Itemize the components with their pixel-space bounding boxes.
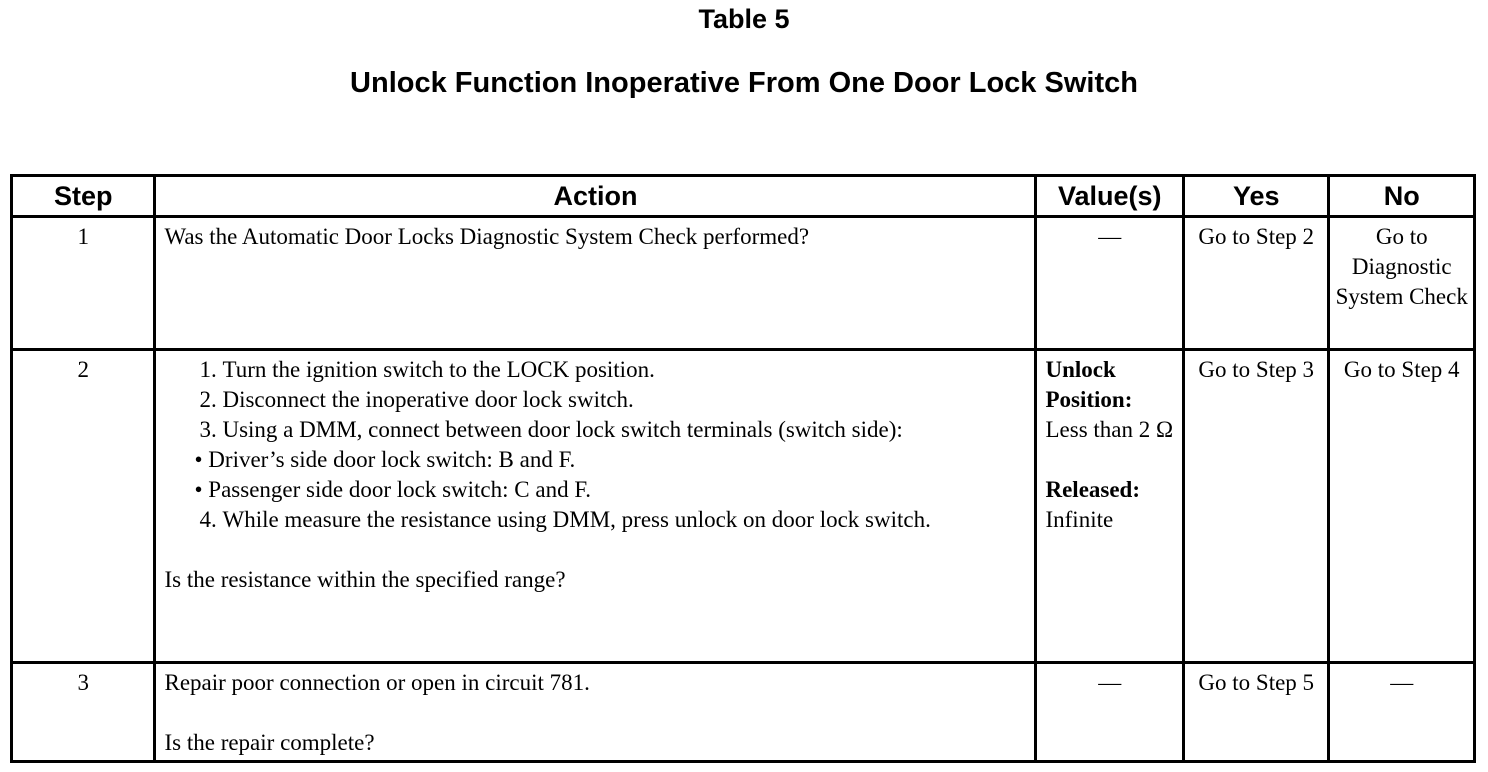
table-row [12, 663, 1475, 762]
value-unlock-value: Less than 2 Ω [1045, 417, 1174, 442]
step-number: 1 [12, 217, 155, 350]
value-cell: — [1036, 663, 1184, 762]
header-action: Action [155, 176, 1036, 217]
value-unlock-label: Unlock Position: [1045, 357, 1133, 412]
action-bullet-list [194, 445, 1026, 505]
action-question: Is the repair complete? [164, 730, 375, 755]
value-released-value: Infinite [1045, 507, 1114, 532]
yes-cell: Go to Step 3 [1183, 350, 1328, 663]
action-bullet: • Driver’s side door lock switch: B and F. [194, 445, 1026, 475]
yes-cell: Go to Step 2 [1183, 217, 1328, 350]
action-step-list [164, 355, 1026, 535]
header-values: Value(s) [1036, 176, 1184, 217]
table-row [12, 217, 1475, 350]
value-cell: — [1036, 217, 1184, 350]
action-bullet: • Passenger side door lock switch: C and F. [194, 475, 1026, 505]
header-no: No [1329, 176, 1475, 217]
no-cell: Go to Step 4 [1329, 350, 1475, 663]
action-cell [155, 350, 1036, 663]
no-cell: — [1329, 663, 1475, 762]
action-text: Repair poor connection or open in circuit 781. [164, 670, 590, 695]
action-step: 2. Disconnect the inoperative door lock switch. [222, 385, 1026, 415]
header-yes: Yes [1183, 176, 1328, 217]
page-title: Unlock Function Inoperative From One Door Lock Switch [350, 67, 1138, 99]
yes-cell: Go to Step 5 [1183, 663, 1328, 762]
table-header-row [12, 176, 1475, 217]
header-step: Step [12, 176, 155, 217]
value-released-label: Released: [1045, 477, 1141, 502]
action-text: Was the Automatic Door Locks Diagnostic System Check performed? [164, 224, 810, 249]
table-row [12, 350, 1475, 663]
action-step: 1. Turn the ignition switch to the LOCK position. [222, 355, 1026, 385]
step-number: 3 [12, 663, 155, 762]
table-label: Table 5 [698, 4, 790, 34]
value-cell [1036, 350, 1184, 663]
action-cell [155, 663, 1036, 762]
action-step: 4. While measure the resistance using DMM, press unlock on door lock switch. [222, 505, 1026, 535]
action-question: Is the resistance within the specified range? [164, 567, 566, 592]
diagnostic-table [10, 174, 1476, 763]
action-cell [155, 217, 1036, 350]
step-number: 2 [12, 350, 155, 663]
no-cell: Go to Diagnostic System Check [1329, 217, 1475, 350]
action-step-text: Using a DMM, connect between door lock switch terminals (switch side): [222, 417, 903, 442]
action-step [208, 415, 1026, 505]
